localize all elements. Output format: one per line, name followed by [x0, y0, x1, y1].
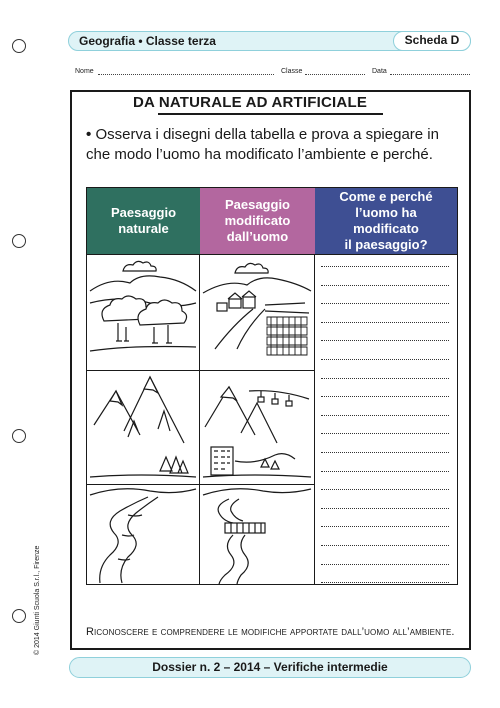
column-divider	[199, 254, 200, 584]
mountains-with-pines-illustration	[88, 371, 198, 483]
header-how-why: Come e perché l’uomo ha modificato il paesaggio?	[315, 188, 457, 254]
column-divider	[314, 254, 315, 584]
header-modified: Paesaggio modificato dall’uomo	[200, 188, 315, 254]
instruction-body: Osserva i disegni della tabella e prova a spiegare in che modo l’uomo ha modificato l’ambiente e perché.	[86, 126, 439, 163]
landscape-table	[86, 187, 458, 585]
binder-hole	[12, 429, 26, 443]
binder-hole	[12, 609, 26, 623]
copyright-notice: © 2014 Giunti Scuola S.r.l., Firenze	[34, 545, 41, 655]
hills-with-trees-illustration	[88, 255, 198, 369]
class-field[interactable]	[305, 74, 365, 75]
mountains-cable-car-illustration	[201, 371, 313, 483]
binder-hole	[12, 234, 26, 248]
river-illustration	[88, 485, 198, 584]
bullet: •	[86, 126, 92, 143]
worksheet-title: DA NATURALE AD ARTIFICIALE	[132, 94, 368, 111]
river-with-dam-illustration	[201, 485, 313, 584]
header-bar	[68, 31, 471, 51]
sheet-tab: Scheda D	[393, 31, 471, 51]
name-field[interactable]	[98, 74, 274, 75]
name-label: Nome	[75, 68, 94, 75]
class-label: Classe	[281, 68, 303, 75]
date-field[interactable]	[390, 74, 470, 75]
learning-objective: Riconoscere e comprendere le modifiche apportate dall’uomo all’ambiente.	[86, 626, 455, 638]
instruction-text	[86, 125, 456, 165]
header-natural: Paesaggio naturale	[87, 188, 200, 254]
title-underline	[158, 113, 383, 115]
footer-bar: Dossier n. 2 – 2014 – Verifiche intermedie	[69, 657, 471, 678]
subject-label: Geografia • Classe terza	[79, 34, 216, 48]
date-label: Data	[372, 68, 387, 75]
binder-hole	[12, 39, 26, 53]
answer-lines[interactable]	[321, 266, 449, 601]
village-road-fields-illustration	[201, 255, 313, 369]
